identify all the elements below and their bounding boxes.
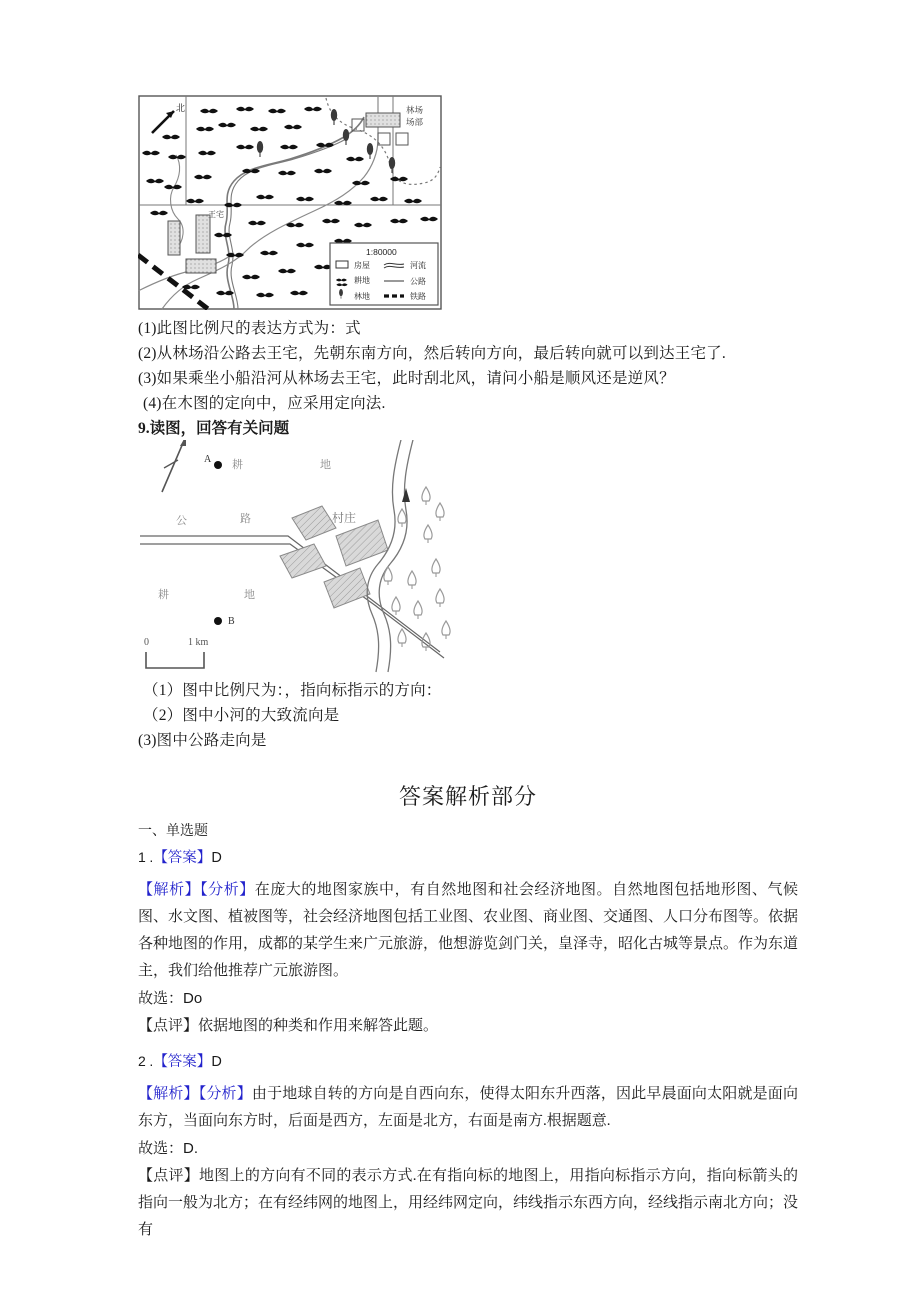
answer-item-1-analysis — [138, 877, 798, 985]
answer-item-1-number: 1 — [138, 849, 146, 865]
answer-item-2-header — [138, 1048, 798, 1075]
answer-item-1-comment — [138, 1013, 798, 1040]
answer-item-2-comment-tag: 【点评】 — [138, 1168, 200, 1184]
map2-label-farmland-top-2: 地 — [320, 459, 331, 471]
question-9-heading: 9.读图，回答有关问题 — [138, 420, 290, 437]
answer-item-1-choice — [138, 985, 798, 1013]
question-8-subquestions — [138, 316, 798, 441]
q9-sub-2: （2）图中小河的大致流向是 — [143, 707, 340, 724]
answer-section-title: 答案解析部分 — [398, 784, 537, 809]
map2-point-a-dot — [214, 461, 222, 469]
map1-legend — [330, 243, 438, 305]
map2-label-farmland-bottom-1: 耕 — [158, 589, 169, 601]
answer-item-1-header — [138, 844, 798, 871]
q9-sub-1: （1）图中比例尺为：，指向标指示的方向： — [143, 682, 442, 699]
village-map-svg — [140, 440, 460, 675]
legend-label-railway: 铁路 — [410, 292, 426, 301]
answer-item-2-comment-text: 地图上的方向有不同的表示方式.在有指向标的地图上，用指向标指示方向，指向标箭头的指向一般为北方；在有经纬网的地图上，用经纬网定向，纬线指示东西方向，经线指示南北方向；没有 — [138, 1168, 799, 1238]
figure-village-map — [140, 440, 460, 675]
legend-scale: 1:80000 — [366, 247, 397, 257]
q8-sub-3: (3)如果乘坐小船沿河从林场去王宅，此时刮北风，请问小船是顺风还是逆风？ — [138, 370, 675, 387]
map2-label-road-1: 公 — [176, 515, 187, 527]
question-9-subquestions — [138, 678, 798, 753]
answer-item-2-dot: . — [149, 1053, 154, 1069]
map1-label-forest-station: 林场 — [406, 105, 424, 115]
q8-sub-4: (4)在木图的定向中，应采用定向法. — [143, 395, 386, 412]
answer-item-2-choice-value: D. — [183, 1140, 199, 1157]
svg-text:北: 北 — [176, 103, 186, 113]
answer-item-1-dot: . — [149, 849, 154, 865]
answer-item-2-number: 2 — [138, 1053, 146, 1069]
map2-label-a: A — [204, 454, 212, 465]
answer-item-2-choice-prefix: 故选： — [138, 1141, 184, 1157]
map2-label-farmland-bottom-2: 地 — [244, 589, 255, 601]
legend-label-river: 河流 — [410, 261, 426, 270]
answer-item-2-tag: 【答案】 — [153, 1054, 212, 1070]
map1-label-wang-residence: 王宅 — [208, 210, 224, 219]
answer-item-1-comment-tag: 【点评】 — [138, 1018, 199, 1034]
answer-item-2-comment — [138, 1163, 798, 1244]
answer-item-1-choice-value: Do — [183, 990, 203, 1007]
answer-explanation-section — [138, 780, 798, 1244]
legend-label-road: 公路 — [410, 277, 426, 286]
scale-bar-start: 0 — [144, 637, 149, 648]
map1-label-forest-station2: 场部 — [406, 117, 424, 127]
legend-label-farmland: 耕地 — [354, 276, 370, 285]
answer-section-subtitle: 一、单选题 — [138, 824, 208, 839]
map2-label-village: 村庄 — [332, 511, 357, 525]
answer-item-2-analysis — [138, 1081, 798, 1135]
q8-sub-2: (2)从林场沿公路去王宅，先朝东南方向，然后转向方向，最后转向就可以到达王宅了. — [138, 345, 726, 362]
answer-item-1-value: D — [211, 850, 222, 866]
forest-farm-map-svg — [138, 95, 442, 310]
map2-label-road-2: 路 — [240, 513, 251, 525]
answer-item-1-comment-text: 依据地图的种类和作用来解答此题。 — [198, 1018, 439, 1034]
legend-label-forest: 林地 — [354, 292, 370, 301]
answer-item-2-value: D — [211, 1054, 222, 1070]
map2-label-b: B — [228, 616, 235, 627]
answer-item-2-analysis-text: 由于地球自转的方向是自西向东，使得太阳东升西落，因此早晨面向太阳就是面向东方，当面向东方时，后面是西方，左面是北方，右面是南方.根据题意. — [138, 1086, 798, 1129]
answer-item-2-choice — [138, 1135, 798, 1163]
legend-label-house: 房屋 — [354, 261, 370, 270]
figure-forest-farm-map — [138, 95, 442, 310]
q8-sub-1: (1)此图比例尺的表达方式为：式 — [138, 320, 361, 337]
scale-bar-end: 1 km — [188, 637, 209, 648]
q9-sub-3: (3)图中公路走向是 — [138, 732, 267, 749]
answer-item-1-analysis-tag: 【解析】【分析】 — [138, 882, 255, 898]
map2-point-b-dot — [214, 617, 222, 625]
answer-item-2-analysis-tag: 【解析】【分析】 — [138, 1086, 252, 1102]
answer-item-1-tag: 【答案】 — [153, 850, 212, 866]
answer-item-1-analysis-text: 在庞大的地图家族中，有自然地图和社会经济地图。自然地图包括地形图、气候图、水文图、植被图等，社会经济地图包括工业图、农业图、商业图、交通图、人口分布图等。依据各种地图的作用，成都的某学生来广元旅游，他想游览剑门关，皇泽寺，昭化古城等景点。作为东道主，我们给他推荐广元旅游图。 — [138, 882, 799, 979]
map2-label-farmland-top-1: 耕 — [232, 459, 243, 471]
answer-item-1-choice-prefix: 故选： — [138, 991, 184, 1007]
